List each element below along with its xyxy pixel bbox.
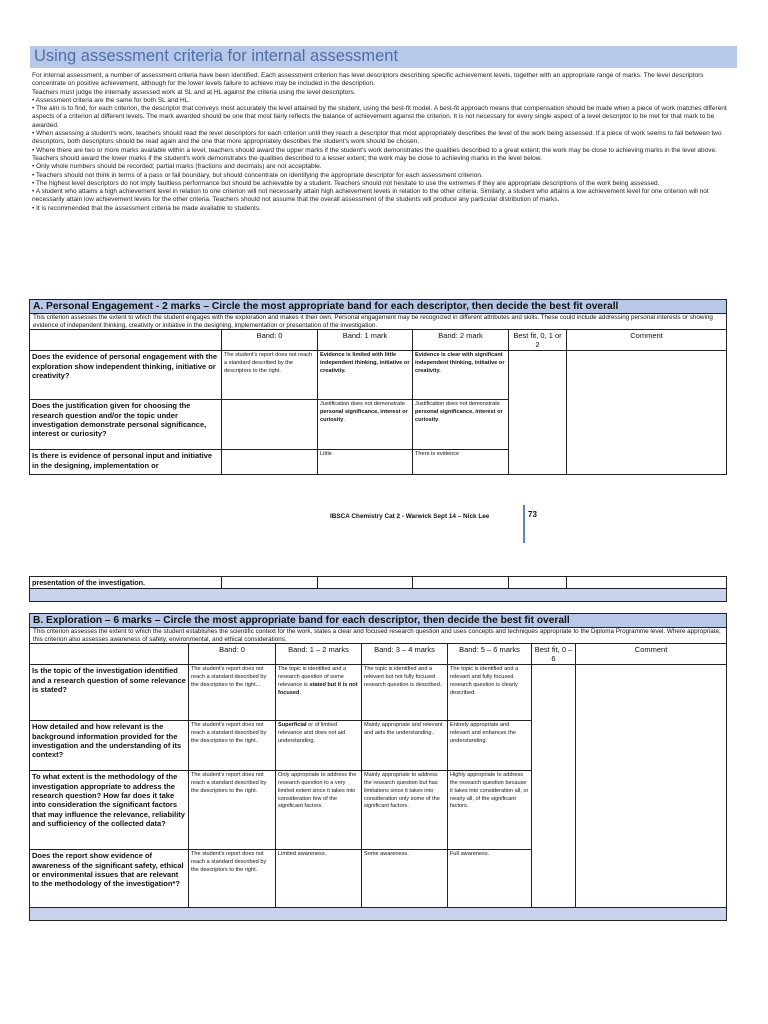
section-b-footer-bar [30, 908, 727, 921]
band-1-descriptor[interactable]: Little [318, 450, 413, 475]
band-3-4-descriptor[interactable]: Some awareness. [362, 850, 448, 908]
descriptor-emphasis: stated but it is not focused [278, 681, 358, 696]
band-3-4-descriptor[interactable]: The topic is identified and a relevant but not fully focused research question is described. [362, 665, 448, 721]
header-best-fit: Best fit, 0 – 6 [532, 644, 576, 665]
comment-cell[interactable] [567, 577, 727, 589]
comment-cell[interactable] [576, 665, 727, 908]
page-title-bar [30, 46, 737, 68]
criterion-question-continued: presentation of the investigation. [30, 577, 222, 589]
comment-cell[interactable] [567, 351, 727, 475]
section-a-continuation [29, 576, 727, 602]
header-band-0: Band: 0 [222, 330, 318, 351]
criterion-question: Is the topic of the investigation identified and a research question of some relevance is stated? [30, 665, 189, 721]
intro-paragraph: For internal assessment, a number of assessment criteria have been identified. Each assessment criterion has level descriptors describing specific achievement levels, together with an appropriate range of marks. The level descriptors concentrate on positive achievement, although for the lower levels failure to achieve may be included in the description. [32, 72, 704, 88]
band-5-6-descriptor[interactable]: The topic is identified and a relevant and fully focused research question is clearly described. [448, 665, 532, 721]
header-band-5-6: Band: 5 – 6 marks [448, 644, 532, 665]
section-b-intro: This criterion assesses the extent to which the student establishes the scientific context for the work, states a clear and focused research question and uses concepts and techniques appropriate to the Diploma Programme level. Where appropriate, this criterion also assesses awareness of safety, environmental, and ethical considerations. [30, 628, 727, 644]
intro-bullet: • Only whole numbers should be recorded; partial marks (fractions and decimals) are not acceptable. [32, 163, 322, 171]
header-band-1-2: Band: 1 – 2 marks [276, 644, 362, 665]
band-0-descriptor[interactable]: The student's report does not reach a standard described by the descriptors to the right. [189, 850, 276, 908]
footer-text: IBSCA Chemistry Cat 2 - Warwick Sept 14 – Nick Lee [330, 513, 490, 520]
band-3-4-descriptor[interactable]: Mainly appropriate to address the research question but has limitations since it takes into consideration only some of the significant factors. [362, 771, 448, 850]
band-2-descriptor[interactable]: Evidence is clear with significant independent thinking, initiative or creativity. [413, 351, 509, 400]
best-fit-cell[interactable] [509, 351, 567, 475]
header-best-fit: Best fit, 0, 1 or 2 [509, 330, 567, 351]
band-0-descriptor[interactable]: The student's report does not reach a standard described by the descriptors to the right... [189, 665, 276, 721]
section-a-intro: This criterion assesses the extent to which the student engages with the exploration and makes it their own. Personal engagement may be recognized in different attributes and skills. These could include addressing personal interests or showing evidence of independent thinking, creativity or initiative in the designing, implementation or presentation of the investigation. [30, 314, 727, 330]
band-1-descriptor[interactable]: Evidence is limited with little independent thinking, initiative or creativity. [318, 351, 413, 400]
descriptor-text: The topic is identified and a research question of some relevance is [278, 666, 347, 688]
band-2-descriptor[interactable]: There is evidence [413, 450, 509, 475]
page-title: Using assessment criteria for internal assessment [34, 47, 399, 65]
page-divider [523, 505, 525, 543]
band-2-descriptor[interactable] [413, 577, 509, 589]
intro-bullet: • A student who attains a high achievement level in relation to one criterion will not necessarily attain high achievement levels in relation to the other criteria. Similarly, a student who attains a low achievement level for one criterion will not necessarily attain low achievement levels for the other criteria. Teachers should not assume that the overall assessment of the students will produce any particular distribution of marks. [32, 188, 709, 204]
section-a-footer-bar [30, 589, 727, 602]
header-band-0: Band: 0 [189, 644, 276, 665]
section-a-title: A. Personal Engagement - 2 marks – Circle the most appropriate band for each descriptor, then decide the best fit overall [30, 300, 727, 314]
band-1-2-descriptor[interactable]: Limited awareness. [276, 850, 362, 908]
criterion-question: Does the justification given for choosing the research question and/or the topic under investigation demonstrate personal significance, interest or curiosity? [30, 400, 222, 450]
intro-bullet: • The highest level descriptors do not imply faultless performance but should be achievable by a student. Teachers should not hesitate to use the extremes if they are appropriate descriptions of the work being assessed. [32, 179, 660, 187]
band-1-2-descriptor[interactable] [276, 721, 362, 771]
band-3-4-descriptor[interactable]: Mainly appropriate and relevant and aids the understanding. [362, 721, 448, 771]
criterion-question: Is there is evidence of personal input and initiative in the designing, implementation or [30, 450, 222, 475]
descriptor-text: . [299, 689, 302, 696]
section-a-table [29, 299, 727, 475]
band-0-descriptor[interactable] [222, 400, 318, 450]
header-comment: Comment [567, 330, 727, 351]
intro-bullet: • Assessment criteria are the same for both SL and HL. [32, 96, 191, 104]
criterion-question: Does the evidence of personal engagement with the exploration show independent thinking, initiative or creativity? [30, 351, 222, 400]
intro-bullet: • When assessing a student's work, teachers should read the level descriptors for each criterion until they reach a descriptor that most appropriately describes the level of the work being assessed. If a piece of work seems to fall between two descriptors, both descriptors should be read again and the one that more appropriately describes the student's work should be chosen. [32, 130, 722, 146]
band-0-descriptor[interactable] [222, 577, 318, 589]
intro-bullet: • Teachers should not think in terms of a pass or fail boundary, but should concentrate on identifying the appropriate descriptor for each assessment criterion. [32, 171, 483, 179]
band-5-6-descriptor[interactable]: Entirely appropriate and relevant and enhances the understanding. [448, 721, 532, 771]
section-b-title: B. Exploration – 6 marks – Circle the most appropriate band for each descriptor, then decide the best fit overall [30, 614, 727, 628]
intro-bullet: • It is recommended that the assessment criteria be made available to students. [32, 204, 261, 212]
header-comment: Comment [576, 644, 727, 665]
band-0-descriptor[interactable]: The student's report does not reach a standard described by the descriptors to the right. [189, 721, 276, 771]
header-band-2: Band: 2 mark [413, 330, 509, 351]
band-5-6-descriptor[interactable]: Highly appropriate to address the research question because it takes into consideration all, or nearly all, of the significant factors. [448, 771, 532, 850]
header-blank [30, 644, 189, 665]
best-fit-cell[interactable] [532, 665, 576, 908]
header-band-1: Band: 1 mark [318, 330, 413, 351]
band-1-descriptor[interactable] [318, 577, 413, 589]
band-1-descriptor[interactable]: Justification does not demonstrate personal significance, interest or curiosity. [318, 400, 413, 450]
criterion-question: How detailed and how relevant is the background information provided for the investigation and the understanding of its context? [30, 721, 189, 771]
band-2-descriptor[interactable]: Justification does not demonstrate personal significance, interest or curiosity. [413, 400, 509, 450]
intro-bullet: • The aim is to find, for each criterion, the descriptor that conveys most accurately the level attained by the student, using the best-fit model. A best-fit approach means that compensation should be made when a piece of work matches different aspects of a criterion at different levels. The mark awarded should be one that most fairly reflects the balance of achievement against the criterion. It is not necessary for every single aspect of a level descriptor to be met for that mark to be awarded. [32, 105, 727, 129]
criterion-question: To what extent is the methodology of the investigation appropriate to address the research question? How far does it take into consideration the significant factors that may influence the relevance, reliability and sufficiency of the collected data? [30, 771, 189, 850]
band-1-2-descriptor[interactable] [276, 665, 362, 721]
intro-paragraph: Teachers must judge the internally assessed work at SL and at HL against the criteria using the level descriptors. [32, 88, 356, 96]
band-0-descriptor[interactable] [222, 450, 318, 475]
band-5-6-descriptor[interactable]: Full awareness. [448, 850, 532, 908]
descriptor-emphasis: Superficial [278, 722, 307, 729]
intro-bullet: • Where there are two or more marks available within a level, teachers should award the upper marks if the student's work demonstrates the qualities described to a great extent; the work may be close to achieving marks in the level above. Teachers should award the lower marks if the student's work demonstrates the qualities described to a lesser extent; the work may be close to achieving marks in the level below. [32, 146, 717, 162]
band-1-2-descriptor[interactable]: Only appropriate to address the research question to a very limited extent since it takes into consideration few of the significant factors. [276, 771, 362, 850]
band-0-descriptor[interactable]: The student's report does not reach a standard described by the descriptors to the right. [222, 351, 318, 400]
descriptor-text: or of limited relevance and does not aid understanding. [278, 722, 346, 744]
page-number: 73 [528, 510, 537, 519]
intro-text [32, 72, 738, 213]
criterion-question: Does the report show evidence of awareness of the significant safety, ethical or environmental issues that are relevant to the methodology of the investigation*? [30, 850, 189, 908]
section-b-table [29, 613, 727, 921]
band-0-descriptor[interactable]: The student's report does not reach a standard described by the descriptors to the right. [189, 771, 276, 850]
header-band-3-4: Band: 3 – 4 marks [362, 644, 448, 665]
best-fit-cell[interactable] [509, 577, 567, 589]
header-blank [30, 330, 222, 351]
page-footer [330, 510, 537, 520]
